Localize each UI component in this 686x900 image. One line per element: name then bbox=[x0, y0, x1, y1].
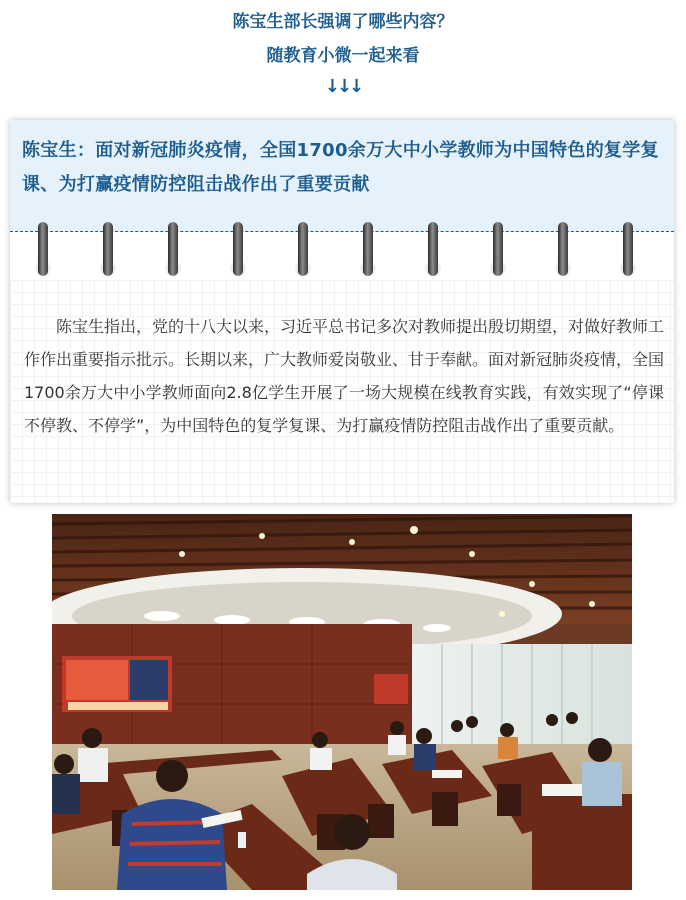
ring-bar bbox=[493, 222, 503, 276]
ring-bar bbox=[233, 222, 243, 276]
meeting-photo bbox=[52, 514, 632, 890]
spiral-ring-icon bbox=[34, 222, 52, 278]
down-arrows-icon: ↓↓↓ bbox=[324, 76, 362, 97]
spiral-ring-icon bbox=[554, 222, 572, 278]
card-body bbox=[10, 280, 674, 503]
ring-bar bbox=[168, 222, 178, 276]
ring-bar bbox=[363, 222, 373, 276]
ring-bar bbox=[623, 222, 633, 276]
meeting-photo-image bbox=[52, 514, 632, 890]
card-header bbox=[10, 120, 674, 232]
intro-line-1: 陈宝生部长强调了哪些内容？ bbox=[232, 12, 454, 32]
intro-line-2: 随教育小微一起来看 bbox=[266, 46, 420, 66]
card-title: 陈宝生：面对新冠肺炎疫情，全国1700余万大中小学教师为中国特色的复学复课、为打赢疫情防控阻击战作出了重要贡献 bbox=[22, 140, 659, 195]
spiral-ring-icon bbox=[619, 222, 637, 278]
spiral-ring-icon bbox=[99, 222, 117, 278]
spiral-ring-icon bbox=[489, 222, 507, 278]
spiral-binding bbox=[10, 218, 674, 278]
notebook-card bbox=[10, 120, 674, 503]
spiral-ring-icon bbox=[359, 222, 377, 278]
ring-bar bbox=[298, 222, 308, 276]
card-paragraph: 陈宝生指出，党的十八大以来，习近平总书记多次对教师提出殷切期望，对做好教师工作作出重要指示批示。长期以来，广大教师爱岗敬业、甘于奉献。面对新冠肺炎疫情，全国1700余万大中小学教师面向2.8亿学生开展了一场大规模在线教育实践，有效实现了“停课不停教、不停学”，为中国特色的复学复课、为打赢疫情防控阻击战作出了重要贡献。 bbox=[24, 317, 665, 435]
spiral-ring-icon bbox=[424, 222, 442, 278]
spiral-ring-icon bbox=[229, 222, 247, 278]
ring-bar bbox=[103, 222, 113, 276]
ring-bar bbox=[558, 222, 568, 276]
spiral-ring-icon bbox=[164, 222, 182, 278]
ring-bar bbox=[428, 222, 438, 276]
ring-bar bbox=[38, 222, 48, 276]
spiral-ring-icon bbox=[294, 222, 312, 278]
